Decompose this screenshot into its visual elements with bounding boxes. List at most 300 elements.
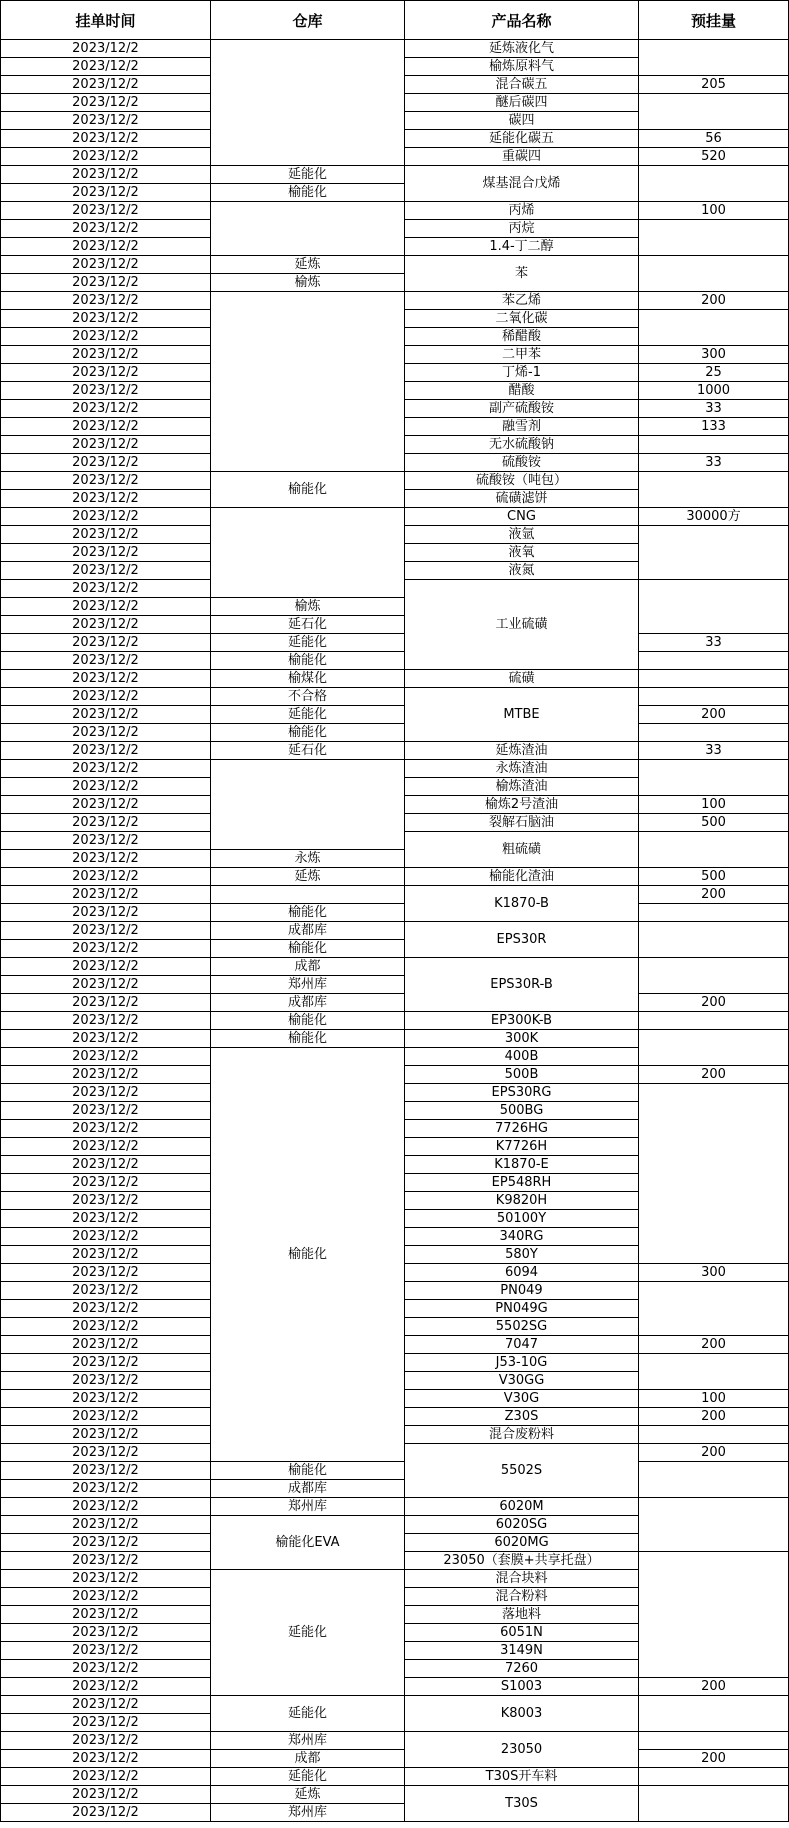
time-cell: 2023/12/2 (1, 1408, 211, 1426)
product-name-cell: 400B (405, 1048, 639, 1066)
product-name-cell: 23050（套膜+共享托盘） (405, 1552, 639, 1570)
table-body (1, 40, 789, 1822)
warehouse-cell (211, 886, 405, 904)
quantity-cell: 200 (639, 1444, 789, 1462)
quantity-cell: 56 (639, 130, 789, 148)
time-cell: 2023/12/2 (1, 580, 211, 598)
quantity-cell (639, 580, 789, 634)
table-row (1, 472, 789, 490)
product-name-cell: 副产硫酸铵 (405, 400, 639, 418)
time-cell: 2023/12/2 (1, 922, 211, 940)
warehouse-cell: 延能化 (211, 706, 405, 724)
time-cell: 2023/12/2 (1, 1768, 211, 1786)
time-cell: 2023/12/2 (1, 112, 211, 130)
product-name-cell: EPS30R-B (405, 958, 639, 1012)
quantity-cell (639, 724, 789, 742)
time-cell: 2023/12/2 (1, 1534, 211, 1552)
product-name-cell: S1003 (405, 1678, 639, 1696)
product-name-cell: K8003 (405, 1696, 639, 1732)
product-name-cell: CNG (405, 508, 639, 526)
time-cell: 2023/12/2 (1, 958, 211, 976)
quantity-cell: 205 (639, 76, 789, 94)
time-cell: 2023/12/2 (1, 652, 211, 670)
warehouse-cell: 榆能化 (211, 1012, 405, 1030)
product-name-cell: 醋酸 (405, 382, 639, 400)
product-name-cell: 粗硫磺 (405, 832, 639, 868)
quantity-cell: 200 (639, 292, 789, 310)
time-cell: 2023/12/2 (1, 148, 211, 166)
product-name-cell: 丙烷 (405, 220, 639, 238)
warehouse-cell: 榆炼 (211, 598, 405, 616)
warehouse-cell: 榆煤化 (211, 670, 405, 688)
quantity-cell: 200 (639, 886, 789, 904)
header-row (1, 1, 789, 40)
warehouse-cell: 榆能化 (211, 724, 405, 742)
time-cell: 2023/12/2 (1, 238, 211, 256)
table-row (1, 256, 789, 274)
table-row (1, 40, 789, 58)
quantity-cell: 1000 (639, 382, 789, 400)
warehouse-cell: 榆能化 (211, 940, 405, 958)
time-cell: 2023/12/2 (1, 328, 211, 346)
time-cell: 2023/12/2 (1, 1588, 211, 1606)
product-name-cell: EPS30RG (405, 1084, 639, 1102)
time-cell: 2023/12/2 (1, 1606, 211, 1624)
warehouse-cell: 榆炼 (211, 274, 405, 292)
warehouse-cell: 延炼 (211, 1786, 405, 1804)
product-name-cell: 延炼液化气 (405, 40, 639, 58)
warehouse-cell (211, 760, 405, 850)
product-name-cell: K1870-B (405, 886, 639, 922)
warehouse-cell: 永炼 (211, 850, 405, 868)
time-cell: 2023/12/2 (1, 1444, 211, 1462)
time-cell: 2023/12/2 (1, 1210, 211, 1228)
table-row (1, 652, 789, 670)
product-name-cell: 500B (405, 1066, 639, 1084)
product-name-cell: 液氮 (405, 562, 639, 580)
time-cell: 2023/12/2 (1, 1696, 211, 1714)
product-name-cell: 混合碳五 (405, 76, 639, 94)
product-name-cell: 融雪剂 (405, 418, 639, 436)
table-row (1, 1750, 789, 1768)
product-name-cell: 无水硫酸钠 (405, 436, 639, 454)
product-name-cell: Z30S (405, 1408, 639, 1426)
product-name-cell: 50100Y (405, 1210, 639, 1228)
quantity-cell: 30000方 (639, 508, 789, 526)
warehouse-cell: 榆能化 (211, 1048, 405, 1462)
time-cell: 2023/12/2 (1, 940, 211, 958)
quantity-cell: 33 (639, 742, 789, 760)
time-cell: 2023/12/2 (1, 1246, 211, 1264)
warehouse-cell: 延能化 (211, 1570, 405, 1696)
table-row (1, 922, 789, 940)
product-name-cell: 榆炼渣油 (405, 778, 639, 796)
time-cell: 2023/12/2 (1, 418, 211, 436)
quantity-cell (639, 310, 789, 346)
warehouse-cell: 榆能化 (211, 1462, 405, 1480)
table-row (1, 1696, 789, 1714)
table-row (1, 202, 789, 220)
product-name-cell: PN049G (405, 1300, 639, 1318)
quantity-cell (639, 904, 789, 922)
quantity-cell: 100 (639, 1390, 789, 1408)
product-name-cell: 榆炼原料气 (405, 58, 639, 76)
product-name-cell: 1.4-丁二醇 (405, 238, 639, 256)
warehouse-cell (211, 40, 405, 166)
product-name-cell: V30GG (405, 1372, 639, 1390)
time-cell: 2023/12/2 (1, 796, 211, 814)
time-cell: 2023/12/2 (1, 1372, 211, 1390)
time-cell: 2023/12/2 (1, 1102, 211, 1120)
quantity-cell (639, 1786, 789, 1822)
product-name-cell: 6051N (405, 1624, 639, 1642)
time-cell: 2023/12/2 (1, 544, 211, 562)
time-cell: 2023/12/2 (1, 1426, 211, 1444)
product-name-cell: 340RG (405, 1228, 639, 1246)
quantity-cell (639, 1426, 789, 1444)
time-cell: 2023/12/2 (1, 832, 211, 850)
quantity-cell: 300 (639, 1264, 789, 1282)
warehouse-cell: 郑州库 (211, 1732, 405, 1750)
time-cell: 2023/12/2 (1, 1714, 211, 1732)
header-product: 产品名称 (405, 1, 639, 40)
quantity-cell: 200 (639, 1678, 789, 1696)
product-name-cell: 混合块料 (405, 1570, 639, 1588)
quantity-cell (639, 1462, 789, 1498)
header-time: 挂单时间 (1, 1, 211, 40)
quantity-cell (639, 1498, 789, 1552)
product-name-cell: 液氩 (405, 526, 639, 544)
table-row (1, 994, 789, 1012)
quantity-cell (639, 1768, 789, 1786)
warehouse-cell: 榆能化EVA (211, 1516, 405, 1570)
time-cell: 2023/12/2 (1, 1642, 211, 1660)
time-cell: 2023/12/2 (1, 778, 211, 796)
time-cell: 2023/12/2 (1, 310, 211, 328)
warehouse-cell: 延石化 (211, 742, 405, 760)
product-name-cell: 延能化碳五 (405, 130, 639, 148)
time-cell: 2023/12/2 (1, 40, 211, 58)
table-row (1, 868, 789, 886)
warehouse-cell: 成都库 (211, 1480, 405, 1498)
product-name-cell: 醚后碳四 (405, 94, 639, 112)
time-cell: 2023/12/2 (1, 1120, 211, 1138)
product-name-cell: 6020SG (405, 1516, 639, 1534)
product-name-cell: 硫酸铵 (405, 454, 639, 472)
time-cell: 2023/12/2 (1, 1804, 211, 1822)
time-cell: 2023/12/2 (1, 760, 211, 778)
quantity-cell (639, 94, 789, 130)
quantity-cell: 200 (639, 994, 789, 1012)
time-cell: 2023/12/2 (1, 1462, 211, 1480)
time-cell: 2023/12/2 (1, 1390, 211, 1408)
time-cell: 2023/12/2 (1, 436, 211, 454)
table-row (1, 886, 789, 904)
product-name-cell: 落地料 (405, 1606, 639, 1624)
quantity-cell (639, 1354, 789, 1390)
warehouse-cell (211, 292, 405, 472)
time-cell: 2023/12/2 (1, 1624, 211, 1642)
quantity-cell (639, 670, 789, 688)
table-row (1, 1498, 789, 1516)
quantity-cell: 200 (639, 1750, 789, 1768)
time-cell: 2023/12/2 (1, 1084, 211, 1102)
time-cell: 2023/12/2 (1, 1030, 211, 1048)
warehouse-cell: 延炼 (211, 868, 405, 886)
quantity-cell: 520 (639, 148, 789, 166)
quantity-cell: 133 (639, 418, 789, 436)
warehouse-cell: 延能化 (211, 634, 405, 652)
product-name-cell: 23050 (405, 1732, 639, 1768)
table-row (1, 1012, 789, 1030)
quantity-cell: 200 (639, 1336, 789, 1354)
table-row (1, 166, 789, 184)
product-name-cell: 6020M (405, 1498, 639, 1516)
time-cell: 2023/12/2 (1, 1516, 211, 1534)
time-cell: 2023/12/2 (1, 58, 211, 76)
table-row (1, 724, 789, 742)
time-cell: 2023/12/2 (1, 1012, 211, 1030)
product-name-cell: T30S开车料 (405, 1768, 639, 1786)
warehouse-cell: 榆能化 (211, 184, 405, 202)
product-name-cell: 5502SG (405, 1318, 639, 1336)
table-row (1, 670, 789, 688)
warehouse-cell: 延能化 (211, 166, 405, 184)
time-cell: 2023/12/2 (1, 346, 211, 364)
time-cell: 2023/12/2 (1, 616, 211, 634)
time-cell: 2023/12/2 (1, 184, 211, 202)
time-cell: 2023/12/2 (1, 1336, 211, 1354)
product-name-cell: 硫磺滤饼 (405, 490, 639, 508)
table-row (1, 958, 789, 976)
warehouse-cell: 榆能化 (211, 652, 405, 670)
product-name-cell: 榆能化渣油 (405, 868, 639, 886)
time-cell: 2023/12/2 (1, 1570, 211, 1588)
warehouse-cell: 郑州库 (211, 976, 405, 994)
product-name-cell: 7047 (405, 1336, 639, 1354)
product-name-cell: 5502S (405, 1444, 639, 1498)
time-cell: 2023/12/2 (1, 166, 211, 184)
time-cell: 2023/12/2 (1, 850, 211, 868)
quantity-cell: 25 (639, 364, 789, 382)
time-cell: 2023/12/2 (1, 472, 211, 490)
product-name-cell: J53-10G (405, 1354, 639, 1372)
time-cell: 2023/12/2 (1, 724, 211, 742)
warehouse-cell: 延炼 (211, 256, 405, 274)
time-cell: 2023/12/2 (1, 1750, 211, 1768)
time-cell: 2023/12/2 (1, 1066, 211, 1084)
product-name-cell: T30S (405, 1786, 639, 1822)
warehouse-cell: 郑州库 (211, 1804, 405, 1822)
time-cell: 2023/12/2 (1, 1732, 211, 1750)
product-name-cell: 稀醋酸 (405, 328, 639, 346)
time-cell: 2023/12/2 (1, 1318, 211, 1336)
table-row (1, 1462, 789, 1480)
product-name-cell: 7726HG (405, 1120, 639, 1138)
warehouse-cell (211, 508, 405, 598)
quantity-cell (639, 922, 789, 958)
product-name-cell: K9820H (405, 1192, 639, 1210)
time-cell: 2023/12/2 (1, 292, 211, 310)
time-cell: 2023/12/2 (1, 634, 211, 652)
product-name-cell: V30G (405, 1390, 639, 1408)
quantity-cell: 300 (639, 346, 789, 364)
product-name-cell: 裂解石脑油 (405, 814, 639, 832)
quantity-cell: 100 (639, 796, 789, 814)
time-cell: 2023/12/2 (1, 274, 211, 292)
product-name-cell: 丁烯-1 (405, 364, 639, 382)
quantity-cell: 33 (639, 454, 789, 472)
table-row (1, 904, 789, 922)
product-name-cell: 苯乙烯 (405, 292, 639, 310)
time-cell: 2023/12/2 (1, 382, 211, 400)
product-name-cell: 延炼渣油 (405, 742, 639, 760)
quantity-cell: 33 (639, 400, 789, 418)
time-cell: 2023/12/2 (1, 868, 211, 886)
time-cell: 2023/12/2 (1, 598, 211, 616)
product-name-cell: 液氧 (405, 544, 639, 562)
time-cell: 2023/12/2 (1, 1174, 211, 1192)
quantity-cell: 500 (639, 868, 789, 886)
quantity-cell (639, 1012, 789, 1030)
time-cell: 2023/12/2 (1, 904, 211, 922)
time-cell: 2023/12/2 (1, 490, 211, 508)
header-warehouse: 仓库 (211, 1, 405, 40)
product-name-cell: MTBE (405, 688, 639, 742)
quantity-cell (639, 1030, 789, 1066)
product-name-cell: PN049 (405, 1282, 639, 1300)
warehouse-cell (211, 202, 405, 256)
time-cell: 2023/12/2 (1, 454, 211, 472)
time-cell: 2023/12/2 (1, 1300, 211, 1318)
time-cell: 2023/12/2 (1, 562, 211, 580)
time-cell: 2023/12/2 (1, 400, 211, 418)
product-name-cell: 580Y (405, 1246, 639, 1264)
quantity-cell (639, 832, 789, 868)
table-row (1, 1732, 789, 1750)
warehouse-cell: 成都库 (211, 994, 405, 1012)
warehouse-cell: 成都 (211, 958, 405, 976)
quantity-cell (639, 760, 789, 796)
product-name-cell: EPS30R (405, 922, 639, 958)
time-cell: 2023/12/2 (1, 1552, 211, 1570)
table-row (1, 1030, 789, 1048)
quantity-cell (639, 1552, 789, 1678)
product-name-cell: 碳四 (405, 112, 639, 130)
product-name-cell: K7726H (405, 1138, 639, 1156)
table-row (1, 760, 789, 778)
table-row (1, 706, 789, 724)
product-name-cell: 煤基混合戊烯 (405, 166, 639, 202)
warehouse-cell: 延能化 (211, 1696, 405, 1732)
product-name-cell: 500BG (405, 1102, 639, 1120)
time-cell: 2023/12/2 (1, 130, 211, 148)
product-name-cell: 混合废粉料 (405, 1426, 639, 1444)
product-name-cell: 6094 (405, 1264, 639, 1282)
time-cell: 2023/12/2 (1, 1192, 211, 1210)
quantity-cell (639, 1696, 789, 1732)
quantity-cell (639, 958, 789, 994)
warehouse-cell: 榆能化 (211, 904, 405, 922)
product-name-cell: 混合粉料 (405, 1588, 639, 1606)
warehouse-cell: 郑州库 (211, 1498, 405, 1516)
warehouse-cell: 榆能化 (211, 1030, 405, 1048)
time-cell: 2023/12/2 (1, 1228, 211, 1246)
quantity-cell: 200 (639, 1066, 789, 1084)
time-cell: 2023/12/2 (1, 814, 211, 832)
product-name-cell: EP548RH (405, 1174, 639, 1192)
quantity-cell: 200 (639, 706, 789, 724)
quantity-cell (639, 40, 789, 76)
header-quantity: 预挂量 (639, 1, 789, 40)
table-row (1, 634, 789, 652)
time-cell: 2023/12/2 (1, 202, 211, 220)
quantity-cell: 500 (639, 814, 789, 832)
time-cell: 2023/12/2 (1, 220, 211, 238)
warehouse-cell: 成都 (211, 1750, 405, 1768)
table-row (1, 742, 789, 760)
time-cell: 2023/12/2 (1, 1048, 211, 1066)
product-name-cell: 二甲苯 (405, 346, 639, 364)
time-cell: 2023/12/2 (1, 364, 211, 382)
time-cell: 2023/12/2 (1, 1264, 211, 1282)
product-name-cell: 300K (405, 1030, 639, 1048)
quantity-cell (639, 526, 789, 580)
table-row (1, 688, 789, 706)
quantity-cell: 200 (639, 1408, 789, 1426)
time-cell: 2023/12/2 (1, 526, 211, 544)
quantity-cell (639, 1282, 789, 1336)
time-cell: 2023/12/2 (1, 688, 211, 706)
time-cell: 2023/12/2 (1, 994, 211, 1012)
table-row (1, 1786, 789, 1804)
time-cell: 2023/12/2 (1, 1282, 211, 1300)
time-cell: 2023/12/2 (1, 670, 211, 688)
quantity-cell: 33 (639, 634, 789, 652)
quantity-cell (639, 1084, 789, 1264)
time-cell: 2023/12/2 (1, 976, 211, 994)
time-cell: 2023/12/2 (1, 508, 211, 526)
product-name-cell: 硫磺 (405, 670, 639, 688)
product-name-cell: 6020MG (405, 1534, 639, 1552)
warehouse-cell: 榆能化 (211, 472, 405, 508)
quantity-cell (639, 652, 789, 670)
time-cell: 2023/12/2 (1, 1786, 211, 1804)
product-name-cell: 工业硫磺 (405, 580, 639, 670)
warehouse-cell: 不合格 (211, 688, 405, 706)
quantity-cell: 100 (639, 202, 789, 220)
product-name-cell: 永炼渣油 (405, 760, 639, 778)
time-cell: 2023/12/2 (1, 706, 211, 724)
warehouse-cell: 延石化 (211, 616, 405, 634)
time-cell: 2023/12/2 (1, 742, 211, 760)
quantity-cell (639, 166, 789, 202)
quantity-cell (639, 688, 789, 706)
table-row (1, 1768, 789, 1786)
time-cell: 2023/12/2 (1, 1138, 211, 1156)
product-name-cell: 苯 (405, 256, 639, 292)
product-name-cell: 榆炼2号渣油 (405, 796, 639, 814)
product-name-cell: 丙烯 (405, 202, 639, 220)
product-name-cell: 重碳四 (405, 148, 639, 166)
quantity-cell (639, 220, 789, 256)
time-cell: 2023/12/2 (1, 94, 211, 112)
time-cell: 2023/12/2 (1, 886, 211, 904)
time-cell: 2023/12/2 (1, 1156, 211, 1174)
product-name-cell: 硫酸铵（吨包） (405, 472, 639, 490)
warehouse-cell: 成都库 (211, 922, 405, 940)
product-name-cell: EP300K-B (405, 1012, 639, 1030)
